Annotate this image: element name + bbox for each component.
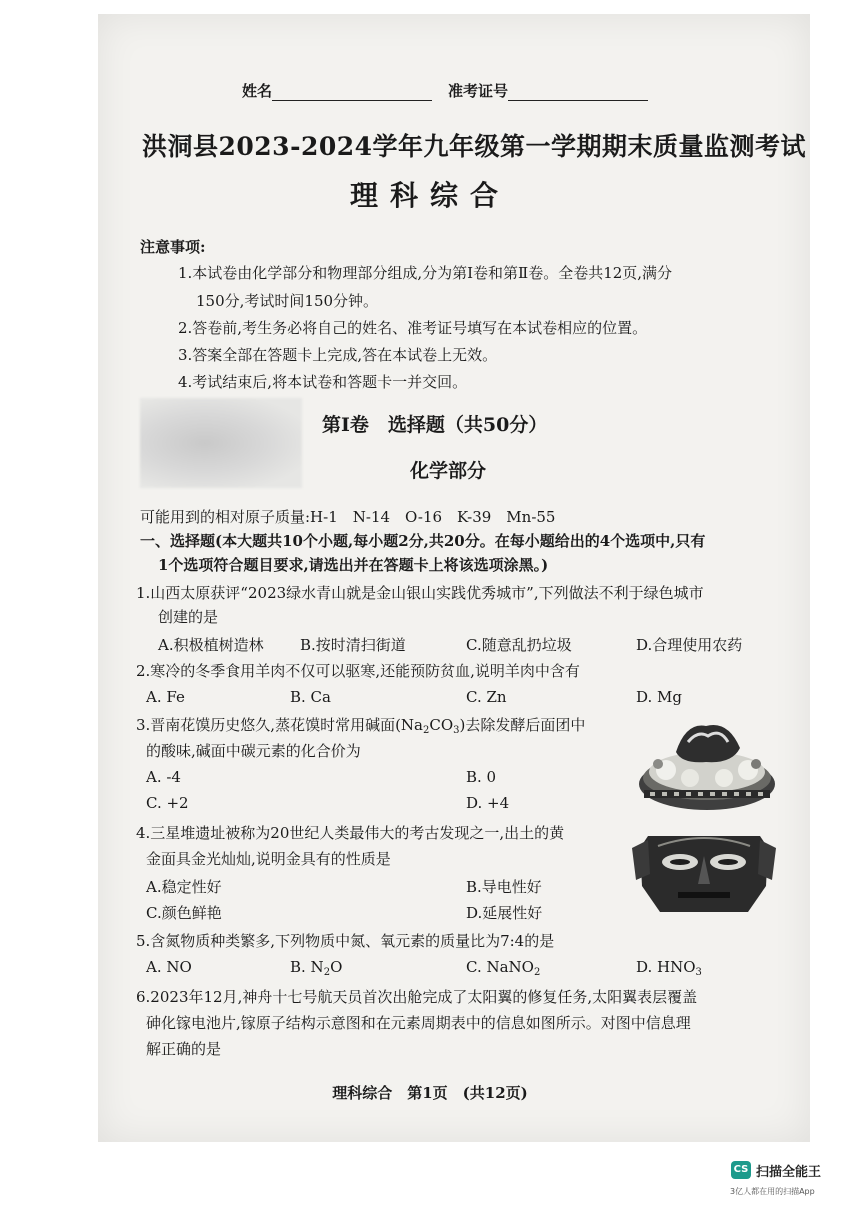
- q3-stem-sub1: 2: [423, 725, 430, 736]
- name-underline: [272, 86, 432, 101]
- name-field: [242, 80, 432, 101]
- q3-option-c: C. +2: [146, 794, 189, 812]
- note-item-4: 4.考试结束后,将本试卷和答题卡一并交回。: [178, 373, 468, 391]
- q5-stem: 5.含氮物质种类繁多,下列物质中氮、氧元素的质量比为7:4的是: [136, 932, 555, 950]
- notes-heading: 注意事项:: [140, 238, 206, 256]
- volume-title: 第Ⅰ卷 选择题（共50分）: [322, 414, 548, 436]
- q3-stem-part-b: CO: [429, 716, 454, 734]
- q6-stem-line1: 6.2023年12月,神舟十七号航天员首次出舱完成了太阳翼的修复任务,太阳翼表层覆盖: [136, 988, 698, 1006]
- q6-stem-line3: 解正确的是: [146, 1040, 222, 1058]
- note-item-1-cont: 150分,考试时间150分钟。: [196, 292, 379, 310]
- exam-title: 洪洞县2023-2024学年九年级第一学期期末质量监测考试: [142, 132, 807, 161]
- q5-option-d-main: D. HNO: [636, 958, 696, 976]
- flower-bun-image: [636, 712, 778, 814]
- gold-mask-image: [628, 826, 780, 918]
- q2-option-c: C. Zn: [466, 688, 507, 706]
- q2-option-b: B. Ca: [290, 688, 331, 706]
- q5-option-d: [636, 958, 702, 978]
- q3-stem-part-c: )去除发酵后面团中: [459, 716, 586, 734]
- q4-option-b: B.导电性好: [466, 878, 542, 896]
- q3-stem-line1: [136, 714, 585, 736]
- exam-number-label: 准考证号: [448, 82, 509, 100]
- subject-title: 理科综合: [349, 179, 510, 212]
- q4-stem-line2: 金面具金光灿灿,说明金具有的性质是: [146, 850, 391, 868]
- part-title: 化学部分: [410, 460, 487, 482]
- camscanner-logo-icon: CS: [731, 1161, 751, 1179]
- instruction-line-2: 1个选项符合题目要求,请选出并在答题卡上将该选项涂黑。): [158, 556, 549, 574]
- note-item-2: 2.答卷前,考生务必将自己的姓名、准考证号填写在本试卷相应的位置。: [178, 319, 648, 337]
- page-footer: 理科综合 第1页 (共12页): [332, 1084, 528, 1102]
- q5-option-b-tail: O: [330, 958, 343, 976]
- q5-option-b-sub: 2: [323, 967, 331, 978]
- q2-option-a: A. Fe: [146, 688, 185, 706]
- q3-option-a: A. -4: [146, 768, 181, 786]
- q5-option-c-sub: 2: [533, 967, 541, 978]
- q4-option-a: A.稳定性好: [146, 878, 222, 896]
- q2-option-d: D. Mg: [636, 688, 682, 706]
- grey-stamp-area: [140, 398, 302, 488]
- instruction-line-1: 一、选择题(本大题共10个小题,每小题2分,共20分。在每小题给出的4个选项中,只有: [140, 532, 706, 550]
- q3-stem-part-a: 3.晋南花馍历史悠久,蒸花馍时常用碱面(Na: [136, 716, 424, 734]
- note-item-1: 1.本试卷由化学部分和物理部分组成,分为第Ⅰ卷和第Ⅱ卷。全卷共12页,满分: [178, 264, 673, 282]
- camscanner-app-name: 扫描全能王: [756, 1165, 822, 1180]
- q1-option-d: D.合理使用农药: [636, 636, 743, 654]
- q5-option-a: A. NO: [146, 958, 192, 976]
- q1-stem-line1: 1.山西太原获评“2023绿水青山就是金山银山实践优秀城市”,下列做法不利于绿色城市: [136, 584, 704, 602]
- q4-stem-line1: 4.三星堆遗址被称为20世纪人类最伟大的考古发现之一,出土的黄: [136, 824, 565, 842]
- exam-number-underline: [508, 86, 648, 101]
- q5-option-c-main: C. NaNO: [466, 958, 534, 976]
- q1-stem-line2: 创建的是: [158, 608, 219, 626]
- q3-stem-line2: 的酸味,碱面中碳元素的化合价为: [146, 742, 361, 760]
- q5-option-c: [466, 958, 540, 978]
- q3-stem-sub2: 3: [453, 725, 460, 736]
- q2-stem: 2.寒冷的冬季食用羊肉不仅可以驱寒,还能预防贫血,说明羊肉中含有: [136, 662, 580, 680]
- q1-option-c: C.随意乱扔垃圾: [466, 636, 572, 654]
- q1-option-b: B.按时清扫街道: [300, 636, 406, 654]
- q5-option-d-sub: 3: [695, 967, 702, 978]
- q5-option-b: [290, 958, 342, 978]
- note-item-3: 3.答案全部在答题卡上完成,答在本试卷上无效。: [178, 346, 498, 364]
- q4-option-c: C.颜色鲜艳: [146, 904, 222, 922]
- q1-option-a: A.积极植树造林: [158, 636, 264, 654]
- q6-stem-line2: 砷化镓电池片,镓原子结构示意图和在元素周期表中的信息如图所示。对图中信息理: [146, 1014, 691, 1032]
- q4-option-d: D.延展性好: [466, 904, 543, 922]
- q3-option-d: D. +4: [466, 794, 510, 812]
- atomic-masses: 可能用到的相对原子质量:H-1 N-14 O-16 K-39 Mn-55: [140, 508, 556, 526]
- q3-option-b: B. 0: [466, 768, 497, 786]
- exam-number-field: [448, 80, 648, 101]
- name-label: 姓名: [242, 82, 273, 100]
- q5-option-b-main: B. N: [290, 958, 324, 976]
- camscanner-tagline: 3亿人都在用的扫描App: [730, 1187, 815, 1196]
